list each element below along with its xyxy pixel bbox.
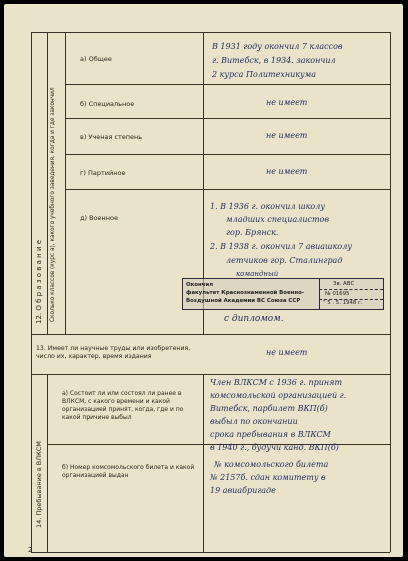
section12-title: 12. О б р а з о в а н и е <box>35 239 43 324</box>
rule-sec14-col1 <box>47 374 48 552</box>
military-answer-line1: 1. В 1936 г. окончил школу <box>210 202 325 211</box>
degree-answer: не имеет <box>266 131 308 140</box>
rule-top <box>31 32 390 33</box>
section13-answer: не имеет <box>266 348 308 357</box>
military-answer-line5: летчиков гор. Сталинград <box>226 256 343 265</box>
stamp-line3: Воздушной Академии ВС Союза ССР <box>186 298 301 304</box>
a-answer-line6: в 1940 г., будучи канд. ВКП(б) <box>210 443 339 452</box>
rule-sec12-col1 <box>47 32 48 334</box>
rule-bottom <box>31 552 390 553</box>
row-general-label: а) Общее <box>80 55 112 63</box>
rule-row-a <box>65 84 390 85</box>
general-answer-line1: В 1931 году окончил 7 классов <box>212 42 343 51</box>
a-answer-line3: Витебск, парбилет ВКП(б) <box>210 404 328 413</box>
military-answer-line4: 2. В 1938 г. окончил 7 авиашколу <box>210 242 352 251</box>
stamp-after-answer: с дипломом. <box>224 314 284 324</box>
document-page <box>4 4 403 557</box>
stamp-handwritten-top: командный <box>236 270 279 278</box>
section14-a-label: а) Состоит ли или состоял ли ранее в ВЛКСМ, с какого времени и какой организацией принят, когда, где и по какой причине выбыл <box>62 390 184 421</box>
b-answer-line2: № 2157б. сдан комитету в <box>210 473 326 482</box>
stamp-line1: Окончил <box>186 282 214 288</box>
row-military-label: д) Военное <box>80 214 119 222</box>
section12-subtitle: Сколько классов (курс а), какого учебного заведения, когда и где закончил <box>50 87 56 322</box>
rule-sec12-col2 <box>65 32 66 334</box>
rule-row-c <box>65 154 390 155</box>
rule-row-b <box>65 118 390 119</box>
stamp-right2: № 01695 <box>325 291 350 297</box>
stamp-right3: " 5 . 5. 1948 г. <box>323 300 363 306</box>
general-answer-line3: 2 курса Политехникума <box>212 70 317 79</box>
row-special-label: б) Специальное <box>80 100 135 108</box>
rule-row-d <box>65 189 390 190</box>
stamp-line2: факультет Краснознаменной Военно- <box>186 290 305 296</box>
stamp-right1: Зв. АВС <box>333 281 355 287</box>
party-answer: не имеет <box>266 167 308 176</box>
a-answer-line4: выбыл по окончании <box>210 417 298 426</box>
academy-stamp <box>182 278 384 310</box>
rule-right <box>390 32 391 552</box>
military-answer-line3: гор. Брянск. <box>226 228 279 237</box>
b-answer-line3: 19 авиабригаде <box>210 486 276 495</box>
military-answer-line2: младших специалистов <box>226 215 330 224</box>
rule-sec13-top <box>31 334 390 335</box>
page-number: 2 <box>28 546 33 554</box>
a-answer-line1: Член ВЛКСМ с 1936 г. принят <box>210 378 343 387</box>
section14-b-label: б) Номер комсомольского билета и какой организацией выдан <box>62 464 195 479</box>
row-degree-label: в) Ученая степень <box>80 133 143 141</box>
a-answer-line5: срока пребывания в ВЛКСМ <box>210 430 331 439</box>
rule-sec14-top <box>31 374 390 375</box>
a-answer-line2: комсомольской организацией г. <box>210 391 347 400</box>
section13-label: 13. Имеет ли научные труды или изобретения, число их, характер, время издания <box>36 345 191 360</box>
b-answer-line1: № комсомольского билета <box>214 460 329 469</box>
section14-title: 14. Пребывание в ВЛКСМ <box>35 441 43 528</box>
general-answer-line2: г. Витебск, в 1934. закончил <box>212 56 336 65</box>
special-answer: не имеет <box>266 98 308 107</box>
rule-sec14-col2 <box>203 374 204 552</box>
rule-left <box>31 32 32 552</box>
row-party-label: г) Партийное <box>80 169 126 177</box>
